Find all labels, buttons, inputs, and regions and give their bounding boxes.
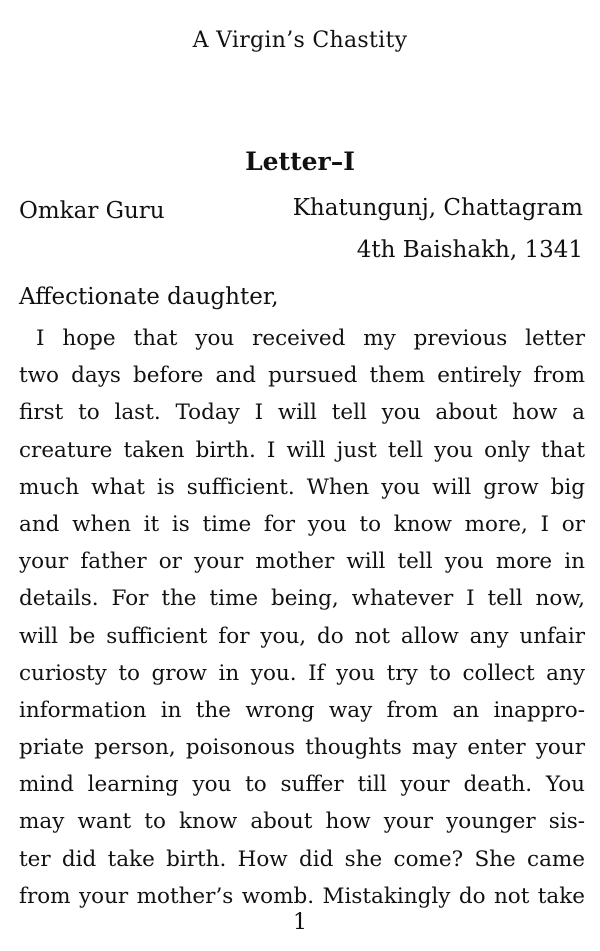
body-line: and when it is time for you to know more, I or — [19, 511, 585, 537]
body-line: creature taken birth. I will just tell you only that — [19, 437, 585, 463]
letter-date: 4th Baishakh, 1341 — [356, 237, 583, 263]
body-line: much what is sufficient. When you will grow big — [19, 474, 585, 500]
body-line: your father or your mother will tell you more in — [19, 549, 585, 575]
running-head: A Virgin’s Chastity — [192, 28, 408, 53]
page-number: 1 — [293, 910, 307, 935]
body-line: ter did take birth. How did she come? She came — [19, 846, 585, 872]
body-line: will be sufficient for you, do not allow any unfair — [19, 623, 585, 649]
letter-salutation: Affectionate daughter, — [19, 284, 279, 310]
body-line: I hope that you received my previous letter — [36, 326, 585, 351]
letter-place: Khatungunj, Chattagram — [292, 195, 583, 221]
body-line: may want to know about how your younger sis- — [19, 809, 585, 835]
letter-sender: Omkar Guru — [19, 198, 165, 224]
body-line: mind learning you to suffer till your death. You — [19, 772, 585, 798]
body-line: from your mother’s womb. Mistakingly do not take — [19, 883, 585, 909]
body-line: details. For the time being, whatever I tell now, — [19, 586, 585, 612]
body-line: first to last. Today I will tell you about how a — [19, 400, 585, 426]
letter-body — [19, 320, 585, 915]
body-line: curiosty to grow in you. If you try to collect any — [19, 660, 585, 686]
chapter-title: Letter–I — [245, 147, 355, 176]
body-line: information in the wrong way from an inappro- — [19, 697, 585, 723]
body-line: two days before and pursued them entirely from — [19, 363, 585, 389]
body-line: priate person, poisonous thoughts may enter your — [19, 735, 585, 761]
